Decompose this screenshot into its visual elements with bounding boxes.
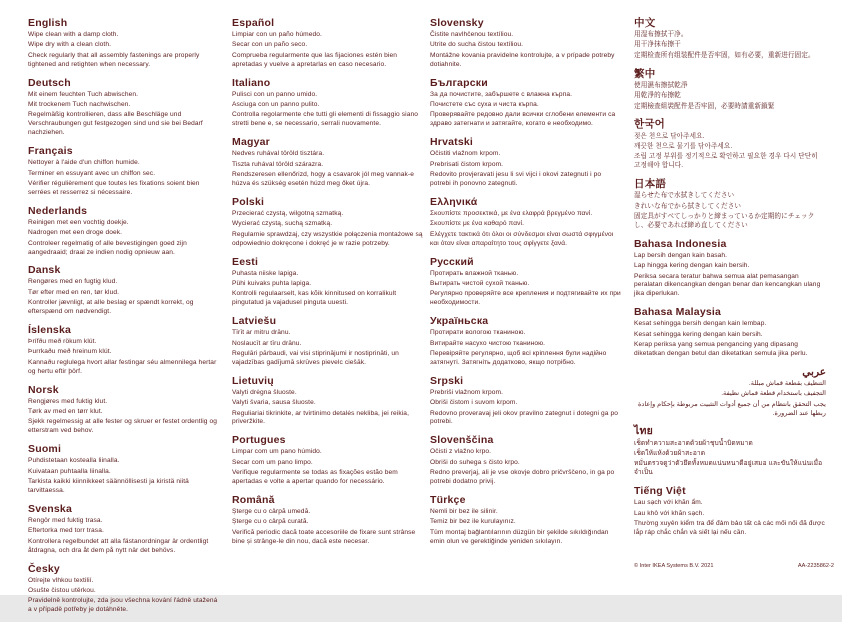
- language-title: Suomi: [28, 443, 62, 456]
- language-title: Česky: [28, 562, 60, 575]
- language-section-chinese-simplified: [634, 17, 826, 61]
- instruction-line: หมั่นตรวจดูว่าตัวยึดทั้งหมดแน่นหนาดีอยู่เสมอ และขันให้แน่นเมื่อจำเป็น: [634, 460, 823, 477]
- language-section-hrvatski: [430, 136, 622, 189]
- language-title: Italiano: [232, 76, 271, 89]
- language-title: Hrvatski: [430, 136, 474, 149]
- instruction-line: Sjekk regelmessig at alle fester og skruer er festet ordentlig og etterstram ved behov.: [28, 418, 218, 435]
- language-section-ellinika: [430, 196, 622, 249]
- instruction-line: Ελέγχετε τακτικά ότι όλοι οι σύνδεσμοι είναι σωστά σφιγμένοι και όταν είναι απαραίτητο τους σφίγγετε ξανά.: [430, 230, 614, 247]
- instruction-line: Očisti z vlažno krpo.: [430, 448, 492, 456]
- instruction-line: Utrite do sucha čistou textíliou.: [430, 41, 524, 49]
- language-title: Norsk: [28, 383, 59, 396]
- language-section-japanese: [634, 178, 826, 231]
- language-section-latviesu: [232, 315, 424, 368]
- instruction-line: Comprueba regularmente que las fijaciones estén bien apretadas y vuelve a apretarlas en caso necesario.: [232, 51, 398, 68]
- language-section-bahasa-malaysia: [634, 306, 826, 359]
- language-title: Slovensky: [430, 17, 484, 29]
- instruction-line: Tørk av med en tørr klut.: [28, 408, 103, 416]
- instruction-line: Controlla regolarmente che tutti gli elementi di fissaggio siano stretti bene e, se necessario, serrali nuovamente.: [232, 111, 418, 128]
- instruction-line: Mit trockenem Tuch nachwischen.: [28, 101, 131, 109]
- instruction-line: Puhasta niiske lapiga.: [232, 269, 299, 277]
- language-section-romana: [232, 494, 424, 547]
- language-title: Русский: [430, 255, 474, 268]
- language-title: عربي: [802, 365, 826, 378]
- language-section-deutsch: [28, 77, 220, 139]
- instruction-line: Otírejte vlhkou textilií.: [28, 576, 94, 584]
- language-title: Română: [232, 494, 275, 506]
- instruction-line: Puhdistetaan kostealla liinalla.: [28, 457, 120, 465]
- instruction-line: Limpar com um pano húmido.: [232, 448, 322, 456]
- instruction-line: Проверявайте редовно дали всички сглобени елементи са здраво затегнати и затягайте, когато е необходимо.: [430, 111, 616, 128]
- instruction-line: Rengjøres med fuktig klut.: [28, 397, 108, 405]
- language-title: Lietuvių: [232, 374, 274, 387]
- instruction-line: 使用濕布擦拭乾淨: [634, 81, 688, 89]
- instruction-line: Obriši čistom i suvom krpom.: [430, 399, 518, 407]
- language-section-magyar: [232, 136, 424, 189]
- language-section-eesti: [232, 256, 424, 309]
- instruction-line: Terminer en essuyant avec un chiffon sec.: [28, 169, 156, 177]
- instruction-line: 定期检查所有组装配件是否牢固，如有必要，重新进行固定。: [634, 51, 815, 59]
- instruction-line: Nedves ruhával töröld tisztára.: [232, 150, 325, 158]
- instruction-line: Nadrogen met een droge doek.: [28, 229, 123, 237]
- copyright-text: © Inter IKEA Systems B.V. 2021: [634, 563, 714, 569]
- language-title: 한국어: [634, 118, 666, 131]
- language-title: Tiếng Việt: [634, 485, 686, 498]
- language-title: Türkçe: [430, 494, 466, 506]
- language-section-tieng-viet: [634, 485, 826, 538]
- instruction-line: Secar con un paño seco.: [232, 41, 308, 49]
- language-section-chinese-traditional: [634, 68, 826, 112]
- language-section-espanol: [232, 17, 424, 70]
- instruction-line: 用干净抹布擦干: [634, 41, 681, 49]
- instruction-line: Lap bersih dengan kain basah.: [634, 251, 728, 259]
- instruction-line: 湿らせた布で水拭きしてください: [634, 192, 735, 200]
- instruction-line: Vérifier régulièrement que toutes les fixations soient bien serrées et resserrez si nécessaire.: [28, 179, 200, 196]
- instruction-line: 固定具がすべてしっかりと締まっているか定期的にチェックし、必要であれば締め直してください: [634, 212, 815, 229]
- instruction-line: Rendszeresen ellenőrizd, hogy a csavarok jól meg vannak-e húzva és szükség esetén húzd meg őket újra.: [232, 171, 414, 187]
- instruction-line: Prebriši vlažnom krpom.: [430, 388, 504, 396]
- language-section-italiano: [232, 77, 424, 130]
- instruction-line: Витирайте насухо чистою тканиною.: [430, 339, 546, 347]
- instruction-line: Регулярно проверяйте все крепления и подтягивайте их при необходимости.: [430, 290, 621, 307]
- language-section-arabic: [634, 366, 826, 419]
- instruction-line: Controleer regelmatig of alle bevestigingen goed zijn aangedraaid; draai ze indien nodig opnieuw aan.: [28, 239, 187, 256]
- instruction-line: Lau khô với khăn sạch.: [634, 509, 705, 517]
- instruction-line: Redno preverjaj, ali je vse okovje dobro pričvrščeno, in ga po potrebi dodatno privij.: [430, 469, 615, 486]
- instruction-line: Почистете със суха и чиста кърпа.: [430, 101, 539, 109]
- instruction-line: Noslaucīt ar tīru drānu.: [232, 339, 302, 347]
- instruction-line: Tüm montaj bağlantılarının düzgün bir şekilde sıkıldığından emin olun ve gerektiğinde yeniden sıkılayın.: [430, 528, 609, 545]
- instruction-line: Kontroller jævnligt, at alle beslag er spændt korrekt, og efterspænd om nødvendigt.: [28, 299, 194, 316]
- language-section-polski: [232, 196, 424, 249]
- language-section-slovenscina: [430, 434, 622, 487]
- instruction-line: 定期檢查組裝配件是否牢固，必要時請重新鎖緊: [634, 102, 775, 110]
- instruction-line: Temiz bir bez ile kurulayınız.: [430, 518, 516, 526]
- language-section-korean: [634, 118, 826, 171]
- instruction-line: Eftertorka med torr trasa.: [28, 527, 104, 535]
- language-title: Svenska: [28, 502, 73, 515]
- instruction-line: เช็ดทำความสะอาดด้วยผ้าชุบน้ำบิดหมาด: [634, 439, 753, 447]
- instruction-line: يجب التحقق بانتظام من أن جميع أدوات التثبيت مربوطة بإحكام وإعادة ربطها عند الضرورة.: [637, 400, 826, 417]
- language-title: Français: [28, 145, 73, 158]
- instruction-line: きれいな布でから拭きしてください: [634, 202, 742, 210]
- language-section-islenska: [28, 324, 220, 377]
- language-section-bahasa-indonesia: [634, 238, 826, 300]
- instruction-line: Asciuga con un panno pulito.: [232, 101, 320, 109]
- language-column: [430, 17, 622, 554]
- language-section-cesky: [28, 563, 220, 616]
- instruction-line: Kontrolli regulaarselt, kas kõik kinnitused on korralikult pingutatud ja vajadusel pinguta uuesti.: [232, 290, 397, 307]
- instruction-line: Redovito provjeravati jesu li svi vijci i okovi zategnuti i po potrebi ih ponovno zategnuti.: [430, 171, 602, 187]
- language-section-lietuviu: [232, 375, 424, 428]
- instruction-line: Nettoyer à l'aide d'un chiffon humide.: [28, 159, 140, 167]
- language-column: [634, 17, 826, 545]
- language-title: Dansk: [28, 264, 61, 277]
- instruction-line: เช็ดให้แห้งด้วยผ้าสะอาด: [634, 449, 706, 457]
- instruction-line: Periksa secara teratur bahwa semua alat pemasangan peralatan dikencangkan dengan benar dan kencangkan ulang jika diperlukan.: [634, 272, 821, 298]
- instruction-line: Thường xuyên kiểm tra để đảm bảo tất cả các mối nối đã được lắp ráp chắc chắn và siết lại nếu cần.: [634, 519, 825, 536]
- language-title: Portugues: [232, 434, 286, 447]
- instruction-line: Kerap periksa yang semua pengancing yang dipasang diketatkan dengan betul dan diketatkan semula jika perlu.: [634, 341, 808, 357]
- instruction-line: Očistiti vlažnom krpom.: [430, 150, 501, 158]
- language-title: Български: [430, 76, 488, 89]
- language-title: Polski: [232, 195, 265, 208]
- instruction-line: 用湿布擦拭干净。: [634, 31, 688, 39]
- instruction-line: Þrífðu með rökum klút.: [28, 338, 97, 346]
- instruction-line: Wipe dry with a clean cloth.: [28, 41, 112, 49]
- language-section-francais: [28, 145, 220, 198]
- instruction-line: Pulisci con un panno umido.: [232, 90, 318, 98]
- language-title: Nederlands: [28, 204, 88, 217]
- instruction-line: Redovno proveravaj jeli okov pravilno zategnut i dotegni ga po potrebi.: [430, 409, 619, 426]
- article-number: AA-2235862-2: [797, 563, 834, 569]
- language-section-suomi: [28, 443, 220, 496]
- instruction-line: Șterge cu o cârpă umedă.: [232, 508, 311, 516]
- instruction-line: Prebrisati čistom krpom.: [430, 160, 504, 168]
- instruction-line: Obriši do suhega s čisto krpo.: [430, 458, 520, 466]
- language-section-svenska: [28, 503, 220, 556]
- instruction-line: Σκουπίστε προσεκτικά, με ένα ελαφρά βρεγμένο πανί.: [430, 209, 593, 217]
- instruction-line: Montážne kovania pravidelne kontrolujte, a v prípade potreby dotiahnite.: [430, 51, 615, 68]
- language-title: Deutsch: [28, 76, 71, 89]
- language-title: Íslenska: [28, 324, 72, 337]
- instruction-line: Reguliariai tikrinkite, ar tvirtinimo detalės nekliba, jei reikia, priveržkite.: [232, 409, 410, 426]
- instruction-line: 조립 고정 부위를 정기적으로 확인하고 필요한 경우 다시 단단히 고정해야 합니다.: [634, 153, 818, 170]
- instruction-line: 깨끗한 천으로 물기를 닦아주세요.: [634, 142, 733, 150]
- instruction-line: Čistite navlhčenou textíliou.: [430, 31, 514, 39]
- language-title: Ελληνικά: [430, 195, 478, 208]
- language-section-russkiy: [430, 256, 622, 309]
- instruction-line: Þurrkaðu með hreinum klút.: [28, 348, 112, 356]
- instruction-line: Verifique regularmente se todas as fixações estão bem apertadas e volte a apertar quando for necessário.: [232, 469, 398, 486]
- instruction-line: Kannaðu reglulega hvort allar festingar séu almennilega hertar og hertu eftir þörf.: [28, 358, 217, 375]
- instruction-line: Перевіряйте регулярно, щоб всі кріплення були надійно затягнуті. Затягніть додатково, якщо потрібно.: [430, 349, 607, 366]
- instruction-line: Regelmäßig kontrollieren, dass alle Beschläge und Verschraubungen gut festgezogen sind und sie bei Bedarf nachziehen.: [28, 111, 203, 137]
- instruction-line: Tiszta ruhával töröld szárazra.: [232, 160, 324, 168]
- instruction-line: Osušte čistou utěrkou.: [28, 586, 96, 594]
- language-title: Srpski: [430, 374, 464, 387]
- instruction-line: Pühi kuivaks puhta lapiga.: [232, 279, 312, 287]
- instruction-line: التنظيف بقطعة قماش مبللة.: [748, 379, 826, 387]
- language-section-english: [28, 17, 220, 70]
- instruction-line: Tør efter med en ren, tør klud.: [28, 288, 120, 296]
- instruction-line: Mit einem feuchten Tuch abwischen.: [28, 90, 139, 98]
- language-title: Bahasa Malaysia: [634, 306, 722, 319]
- instruction-line: Verifică periodic dacă toate accesoriile de fixare sunt strânse bine și strânge-le din nou, dacă este necesar.: [232, 528, 416, 545]
- language-column: [232, 17, 424, 554]
- instruction-line: Вытирать чистой сухой тканью.: [430, 279, 530, 287]
- instruction-line: 젖은 천으로 닦아주세요.: [634, 132, 705, 140]
- instruction-line: За да почистите, забършете с влажна кърпа.: [430, 90, 573, 98]
- language-title: Español: [232, 17, 275, 29]
- language-title: ไทย: [634, 425, 653, 438]
- instruction-line: Valyti drėgna šluoste.: [232, 388, 297, 396]
- instruction-line: Wycierać czystą, suchą szmatką.: [232, 220, 333, 228]
- instruction-line: Valyti švaria, sausa šluoste.: [232, 399, 316, 407]
- instruction-line: Regularnie sprawdzaj, czy wszystkie połączenia montażowe są odpowiednio dokręcone i dokręć je w razie potrzeby.: [232, 230, 423, 247]
- language-title: Latviešu: [232, 315, 277, 328]
- language-title: 日本語: [634, 178, 667, 191]
- instruction-line: 用乾淨的布擦乾: [634, 92, 681, 100]
- instruction-line: Secar com um pano limpo.: [232, 458, 313, 466]
- instruction-line: Regulāri pārbaudi, vai visi stiprinājumi ir nostiprināti, un vajadzības gadījumā skrūves pievelc ciešāk.: [232, 349, 399, 366]
- instruction-line: Nemli bir bez ile silinir.: [430, 508, 498, 516]
- language-section-norsk: [28, 384, 220, 437]
- instruction-line: Tīrīt ar mitru drānu.: [232, 329, 291, 337]
- language-section-dansk: [28, 264, 220, 317]
- language-section-slovensky: [430, 17, 622, 70]
- language-title: Slovenščina: [430, 434, 494, 447]
- instruction-line: Lap hingga kering dengan kain bersih.: [634, 262, 750, 270]
- instruction-line: Pravidelně kontrolujte, zda jsou všechna kování řádně utažená a v případě potřeby je dotáhněte.: [28, 597, 218, 614]
- language-title: Eesti: [232, 255, 259, 268]
- language-section-portugues: [232, 434, 424, 487]
- instruction-line: Wipe clean with a damp cloth.: [28, 31, 119, 39]
- instruction-line: Kuivataan puhtaalla liinalla.: [28, 467, 111, 475]
- language-section-ukrainska: [430, 315, 622, 368]
- language-title: 繁中: [634, 67, 656, 80]
- instruction-line: التجفيف باستخدام قطعة قماش نظيفة.: [721, 390, 826, 398]
- instruction-line: Rengör med fuktig trasa.: [28, 516, 103, 524]
- language-section-nederlands: [28, 205, 220, 258]
- language-section-srpski: [430, 375, 622, 428]
- instruction-line: Șterge cu o cârpă curată.: [232, 518, 309, 526]
- instruction-line: Rengøres med en fugtig klud.: [28, 278, 118, 286]
- instruction-line: Check regularly that all assembly fastenings are properly tightened and retighten when necessary.: [28, 51, 200, 68]
- language-section-bulgarski: [430, 77, 622, 130]
- language-title: Bahasa Indonesia: [634, 237, 727, 250]
- language-section-turkce: [430, 494, 622, 547]
- instruction-line: Протирати вологою тканиною.: [430, 329, 526, 337]
- instruction-line: Przecierać czystą, wilgotną szmatką.: [232, 209, 344, 217]
- instruction-line: Limpiar con un paño húmedo.: [232, 31, 322, 39]
- instruction-line: Tarkista kaikki kiinnikkeet säännöllisesti ja kiristä niitä tarvittaessa.: [28, 478, 189, 494]
- instruction-line: Протирать влажной тканью.: [430, 269, 519, 277]
- language-title: Magyar: [232, 136, 270, 149]
- instruction-line: Kontrollera regelbundet att alla fästanordningar är ordentligt åtdragna, och dra åt dem på nytt när det behövs.: [28, 537, 209, 554]
- language-column: [28, 17, 220, 622]
- footer: [634, 563, 834, 569]
- instruction-line: Kesat sehingga bersih dengan kain lembap.: [634, 320, 767, 328]
- instruction-line: Kesat sehingga kering dengan kain bersih.: [634, 330, 763, 338]
- language-title: Україньска: [430, 315, 489, 328]
- language-title: English: [28, 17, 68, 29]
- instruction-line: Reinigen met een vochtig doekje.: [28, 218, 129, 226]
- instruction-line: Lau sạch với khăn ẩm.: [634, 499, 703, 507]
- language-section-thai: [634, 425, 826, 478]
- language-title: 中文: [634, 17, 656, 29]
- instruction-line: Σκουπίστε με ένα καθαρό πανί.: [430, 220, 524, 228]
